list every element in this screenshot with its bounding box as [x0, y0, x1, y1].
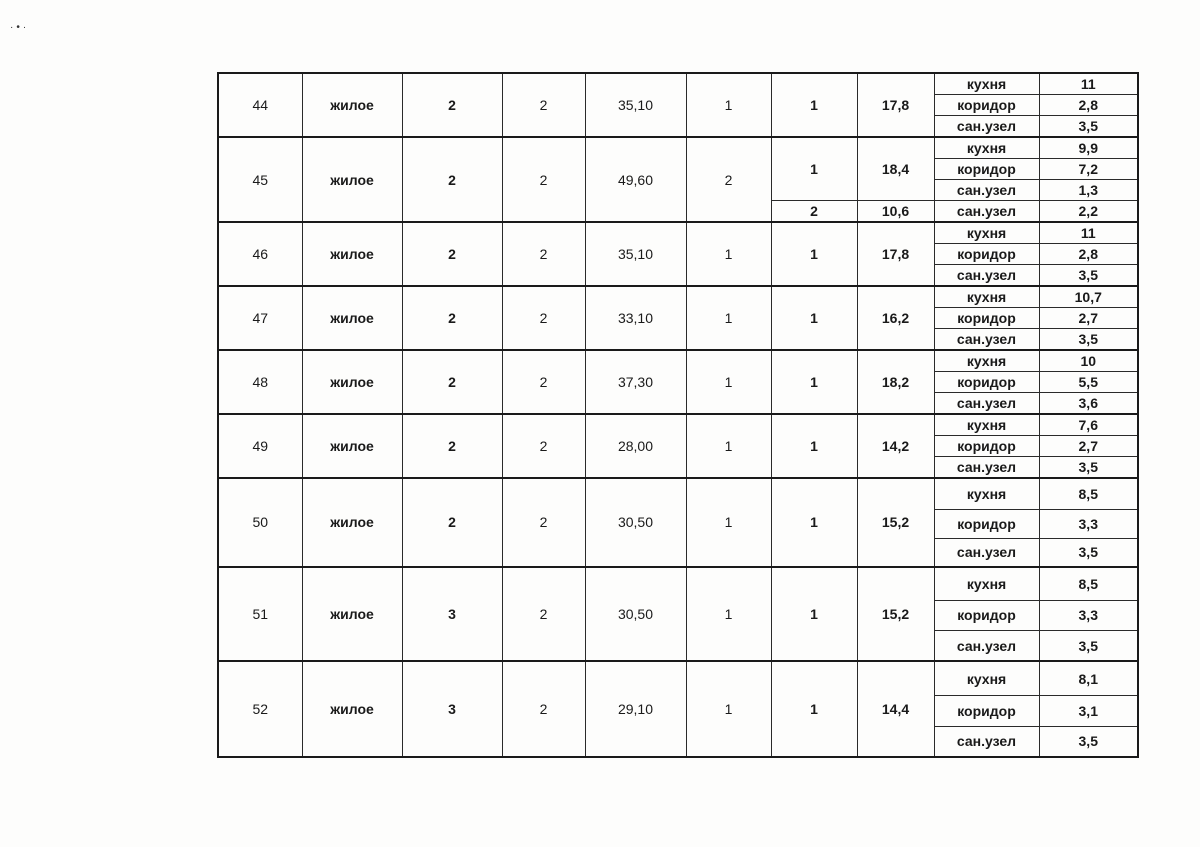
apartment-number: 51 — [218, 567, 302, 662]
aux-room-area: 3,5 — [1039, 116, 1138, 137]
total-area: 29,10 — [585, 661, 686, 757]
room-count: 1 — [686, 661, 771, 757]
aux-room-name: коридор — [934, 510, 1039, 538]
total-area: 37,30 — [585, 350, 686, 414]
aux-room-name: коридор — [934, 436, 1039, 457]
aux-room-name: коридор — [934, 600, 1039, 630]
room-area: 10,6 — [857, 201, 934, 222]
section-cell: 2 — [502, 661, 585, 757]
premises-type: жилое — [302, 286, 402, 350]
total-area: 49,60 — [585, 137, 686, 222]
aux-room-area: 3,3 — [1039, 510, 1138, 538]
section-cell: 2 — [502, 286, 585, 350]
aux-room-name: коридор — [934, 308, 1039, 329]
floor-cell: 2 — [402, 137, 502, 222]
premises-type: жилое — [302, 567, 402, 662]
aux-room-area: 2,8 — [1039, 244, 1138, 265]
aux-room-area: 2,2 — [1039, 201, 1138, 222]
apartment-number: 50 — [218, 478, 302, 566]
room-number: 1 — [771, 567, 857, 662]
aux-room-area: 7,2 — [1039, 158, 1138, 179]
aux-room-area: 2,7 — [1039, 308, 1138, 329]
aux-room-area: 3,5 — [1039, 265, 1138, 286]
section-cell: 2 — [502, 137, 585, 222]
room-count: 1 — [686, 478, 771, 566]
aux-room-name: сан.узел — [934, 538, 1039, 566]
aux-room-name: коридор — [934, 244, 1039, 265]
aux-room-name: кухня — [934, 222, 1039, 243]
aux-room-area: 3,5 — [1039, 457, 1138, 478]
room-number: 1 — [771, 137, 857, 201]
aux-room-area: 3,1 — [1039, 696, 1138, 726]
room-count: 1 — [686, 286, 771, 350]
room-count: 2 — [686, 137, 771, 222]
floor-cell: 2 — [402, 350, 502, 414]
apartment-number: 44 — [218, 73, 302, 137]
aux-room-name: кухня — [934, 661, 1039, 696]
table-row — [218, 137, 1138, 158]
premises-type: жилое — [302, 137, 402, 222]
aux-room-area: 10 — [1039, 350, 1138, 371]
aux-room-name: сан.узел — [934, 726, 1039, 757]
room-area: 14,4 — [857, 661, 934, 757]
room-number: 1 — [771, 414, 857, 478]
premises-type: жилое — [302, 73, 402, 137]
floor-cell: 2 — [402, 286, 502, 350]
aux-room-area: 5,5 — [1039, 372, 1138, 393]
room-count: 1 — [686, 414, 771, 478]
apartment-number: 52 — [218, 661, 302, 757]
total-area: 28,00 — [585, 414, 686, 478]
table-row — [218, 286, 1138, 307]
aux-room-name: коридор — [934, 372, 1039, 393]
aux-room-area: 3,5 — [1039, 538, 1138, 566]
table-row — [218, 350, 1138, 371]
room-area: 14,2 — [857, 414, 934, 478]
premises-type: жилое — [302, 661, 402, 757]
room-area: 18,4 — [857, 137, 934, 201]
aux-room-area: 2,7 — [1039, 436, 1138, 457]
section-cell: 2 — [502, 73, 585, 137]
premises-type: жилое — [302, 350, 402, 414]
room-number: 1 — [771, 286, 857, 350]
floor-cell: 2 — [402, 414, 502, 478]
aux-room-area: 11 — [1039, 73, 1138, 94]
room-number: 2 — [771, 201, 857, 222]
table-row — [218, 414, 1138, 435]
room-count: 1 — [686, 567, 771, 662]
aux-room-area: 3,5 — [1039, 329, 1138, 350]
aux-room-area: 7,6 — [1039, 414, 1138, 435]
aux-room-name: сан.узел — [934, 329, 1039, 350]
total-area: 35,10 — [585, 222, 686, 286]
aux-room-area: 9,9 — [1039, 137, 1138, 158]
table-row — [218, 222, 1138, 243]
section-cell: 2 — [502, 478, 585, 566]
room-area: 15,2 — [857, 567, 934, 662]
room-number: 1 — [771, 73, 857, 137]
aux-room-area: 8,1 — [1039, 661, 1138, 696]
premises-type: жилое — [302, 478, 402, 566]
premises-type: жилое — [302, 414, 402, 478]
table-row — [218, 73, 1138, 94]
aux-room-name: коридор — [934, 94, 1039, 115]
aux-room-area: 10,7 — [1039, 286, 1138, 307]
aux-room-name: сан.узел — [934, 180, 1039, 201]
total-area: 35,10 — [585, 73, 686, 137]
aux-room-name: кухня — [934, 350, 1039, 371]
room-count: 1 — [686, 222, 771, 286]
apartment-number: 48 — [218, 350, 302, 414]
aux-room-area: 1,3 — [1039, 180, 1138, 201]
aux-room-name: кухня — [934, 414, 1039, 435]
floor-cell: 3 — [402, 567, 502, 662]
room-area: 17,8 — [857, 222, 934, 286]
room-number: 1 — [771, 222, 857, 286]
apartment-number: 46 — [218, 222, 302, 286]
apartment-number: 47 — [218, 286, 302, 350]
room-area: 17,8 — [857, 73, 934, 137]
room-count: 1 — [686, 73, 771, 137]
apartment-table — [217, 72, 1139, 758]
total-area: 33,10 — [585, 286, 686, 350]
floor-cell: 3 — [402, 661, 502, 757]
room-count: 1 — [686, 350, 771, 414]
room-number: 1 — [771, 661, 857, 757]
aux-room-area: 3,6 — [1039, 393, 1138, 414]
aux-room-name: сан.узел — [934, 201, 1039, 222]
aux-room-name: кухня — [934, 286, 1039, 307]
room-area: 16,2 — [857, 286, 934, 350]
apartment-number: 45 — [218, 137, 302, 222]
section-cell: 2 — [502, 567, 585, 662]
aux-room-area: 3,5 — [1039, 726, 1138, 757]
table-row — [218, 478, 1138, 510]
aux-room-name: кухня — [934, 137, 1039, 158]
aux-room-area: 2,8 — [1039, 94, 1138, 115]
aux-room-area: 11 — [1039, 222, 1138, 243]
section-cell: 2 — [502, 414, 585, 478]
aux-room-name: кухня — [934, 478, 1039, 510]
aux-room-name: сан.узел — [934, 116, 1039, 137]
aux-room-name: кухня — [934, 73, 1039, 94]
aux-room-area: 8,5 — [1039, 567, 1138, 601]
apartment-number: 49 — [218, 414, 302, 478]
aux-room-area: 3,5 — [1039, 631, 1138, 661]
room-number: 1 — [771, 350, 857, 414]
aux-room-area: 8,5 — [1039, 478, 1138, 510]
room-area: 18,2 — [857, 350, 934, 414]
aux-room-name: сан.узел — [934, 393, 1039, 414]
table-row — [218, 567, 1138, 601]
aux-room-name: сан.узел — [934, 265, 1039, 286]
aux-room-name: коридор — [934, 158, 1039, 179]
aux-room-name: сан.узел — [934, 457, 1039, 478]
room-area: 15,2 — [857, 478, 934, 566]
floor-cell: 2 — [402, 222, 502, 286]
total-area: 30,50 — [585, 567, 686, 662]
section-cell: 2 — [502, 222, 585, 286]
aux-room-name: сан.узел — [934, 631, 1039, 661]
aux-room-area: 3,3 — [1039, 600, 1138, 630]
aux-room-name: коридор — [934, 696, 1039, 726]
room-number: 1 — [771, 478, 857, 566]
table-row — [218, 661, 1138, 696]
total-area: 30,50 — [585, 478, 686, 566]
scan-speck: ·•· — [10, 22, 30, 33]
floor-cell: 2 — [402, 478, 502, 566]
section-cell: 2 — [502, 350, 585, 414]
floor-cell: 2 — [402, 73, 502, 137]
premises-type: жилое — [302, 222, 402, 286]
aux-room-name: кухня — [934, 567, 1039, 601]
